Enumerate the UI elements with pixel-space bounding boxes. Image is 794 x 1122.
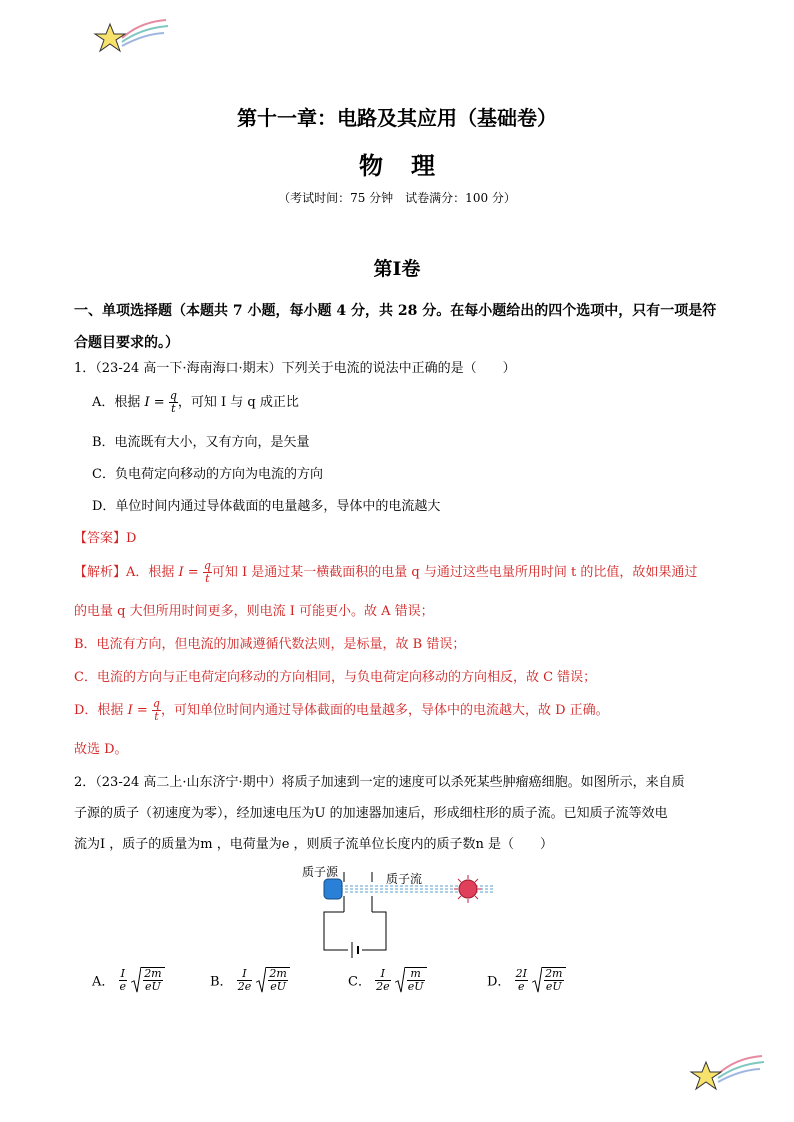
exp1-pre: 【解析】A．根据 bbox=[74, 565, 175, 580]
q1-option-d: D．单位时间内通过导体截面的电量越多，导体中的电流越大 bbox=[92, 499, 441, 514]
exp5-pre: D．根据 bbox=[74, 703, 124, 718]
opt-a-rad-num: 2m bbox=[144, 967, 162, 980]
q1-explanation-5 bbox=[74, 698, 609, 723]
frac-den: t bbox=[154, 710, 159, 723]
q2-option-b-label: B． bbox=[210, 974, 233, 990]
q2-line-2: 子源的质子（初速度为零），经加速电压为U 的加速器加速后，形成细柱形的质子流。已知质子流等效电 bbox=[74, 806, 668, 821]
exp5-post: ，可知单位时间内通过导体截面的电量越多，导体中的电流越大，故 D 正确。 bbox=[160, 703, 609, 718]
opt-a-den: e bbox=[119, 979, 127, 993]
formula-i-eq: I = bbox=[144, 395, 165, 410]
opt-d-num: 2I bbox=[515, 966, 527, 980]
opt-d-rad-den: eU bbox=[545, 980, 562, 993]
volume-heading: 第Ⅰ卷 bbox=[373, 258, 421, 280]
frac-den: t bbox=[205, 572, 210, 585]
q2-option-d bbox=[487, 967, 566, 993]
opt-a-sqrt bbox=[131, 967, 164, 993]
frac-num: q bbox=[169, 389, 177, 402]
subject-char-2: 理 bbox=[411, 151, 435, 180]
opt-d-sqrt bbox=[532, 967, 565, 993]
opt-d-den: e bbox=[517, 979, 525, 993]
opt-c-fraction bbox=[375, 968, 391, 993]
q1-option-c: C．负电荷定向移动的方向为电流的方向 bbox=[92, 467, 323, 482]
section-line-2: 合题目要求的。） bbox=[74, 335, 179, 351]
label-proton-source: 质子源 bbox=[302, 865, 339, 879]
opt-b-rad-den: eU bbox=[270, 980, 286, 993]
opt-c-rad-num: m bbox=[407, 968, 425, 981]
subject-heading bbox=[0, 146, 794, 181]
q1-explanation-1 bbox=[74, 560, 697, 585]
label-proton-stream: 质子流 bbox=[386, 872, 423, 886]
opt-c-num: I bbox=[375, 968, 391, 981]
q1-option-a bbox=[92, 390, 299, 415]
sqrt-icon bbox=[131, 967, 141, 993]
sqrt-icon bbox=[256, 967, 266, 993]
opt-a-num: I bbox=[119, 968, 128, 981]
formula-i-eq: I = bbox=[178, 565, 199, 580]
q1-option-b: B．电流既有大小，又有方向，是矢量 bbox=[92, 435, 310, 450]
opt-a-fraction bbox=[119, 968, 128, 993]
subject-char-1: 物 bbox=[359, 151, 383, 180]
opt-b-fraction bbox=[237, 968, 253, 993]
opt-b-den: 2e bbox=[237, 979, 252, 993]
exam-info: （考试时间：75 分钟 试卷满分：100 分） bbox=[278, 191, 516, 205]
exp1-post: 可知 I 是通过某一横截面积的电量 q 与通过这些电量所用时间 t 的比值，故如果通过 bbox=[211, 565, 698, 580]
q2-option-c-label: C． bbox=[348, 974, 371, 990]
opt-a-rad-den: eU bbox=[145, 980, 161, 993]
frac-num: q bbox=[203, 559, 211, 572]
q1-explanation-4: C．电流的方向与正电荷定向移动的方向相同，与负电荷定向移动的方向相反，故 C 错误； bbox=[74, 670, 597, 685]
q2-line-1: 2．（23-24 高二上·山东济宁·期中）将质子加速到一定的速度可以杀死某些肿瘤癌细胞。如图所示，来自质 bbox=[74, 775, 685, 790]
opt-c-sqrt bbox=[395, 967, 427, 993]
q1-explanation-2: 的电量 q 大但所用时间更多，则电流 I 可能更小。故 A 错误； bbox=[74, 604, 434, 619]
opt-c-den: 2e bbox=[376, 979, 390, 993]
q1-option-a-pre: A．根据 bbox=[92, 395, 141, 410]
section-line-1: 一、单项选择题（本题共 7 小题，每小题 4 分，共 28 分。在每小题给出的四个选项中，只有一项是符 bbox=[74, 303, 717, 319]
q1-explanation-3: B．电流有方向，但电流的加减遵循代数法则，是标量，故 B 错误； bbox=[74, 637, 466, 652]
sqrt-icon bbox=[395, 967, 405, 993]
q2-option-a-label: A． bbox=[92, 974, 115, 990]
q1-explanation-6: 故选 D。 bbox=[74, 742, 128, 757]
opt-d-fraction bbox=[515, 968, 528, 993]
sqrt-icon bbox=[532, 967, 542, 993]
opt-b-num: I bbox=[237, 968, 253, 981]
frac-num: q bbox=[152, 697, 160, 710]
q1-option-a-post: ，可知 I 与 q 成正比 bbox=[177, 395, 299, 410]
formula-i-eq: I = bbox=[127, 703, 148, 718]
frac-den: t bbox=[171, 402, 176, 415]
q1-stem: 1．（23-24 高一下·海南海口·期末）下列关于电流的说法中正确的是（ ） bbox=[74, 361, 516, 376]
fraction-q-over-t bbox=[169, 390, 178, 415]
opt-c-rad-den: eU bbox=[407, 980, 424, 993]
page-title: 第十一章：电路及其应用（基础卷） bbox=[237, 106, 557, 130]
proton-accelerator-figure bbox=[300, 862, 500, 962]
opt-b-sqrt bbox=[256, 967, 289, 993]
star-decoration-top-icon bbox=[92, 16, 170, 60]
fraction-q-over-t bbox=[203, 560, 212, 585]
q2-option-c bbox=[348, 967, 427, 993]
opt-b-rad-num: 2m bbox=[269, 967, 287, 980]
q2-line-3: 流为I ，质子的质量为m ，电荷量为e ，则质子流单位长度内的质子数n 是（ ） bbox=[74, 837, 554, 852]
section-instructions bbox=[74, 295, 724, 359]
q2-option-a bbox=[92, 967, 165, 993]
q1-answer: 【答案】D bbox=[74, 531, 137, 546]
q2-option-b bbox=[210, 967, 290, 993]
star-decoration-bottom-icon bbox=[688, 1050, 766, 1100]
fraction-q-over-t bbox=[152, 698, 161, 723]
opt-d-rad-num: 2m bbox=[545, 967, 563, 980]
q2-option-d-label: D． bbox=[487, 974, 511, 990]
